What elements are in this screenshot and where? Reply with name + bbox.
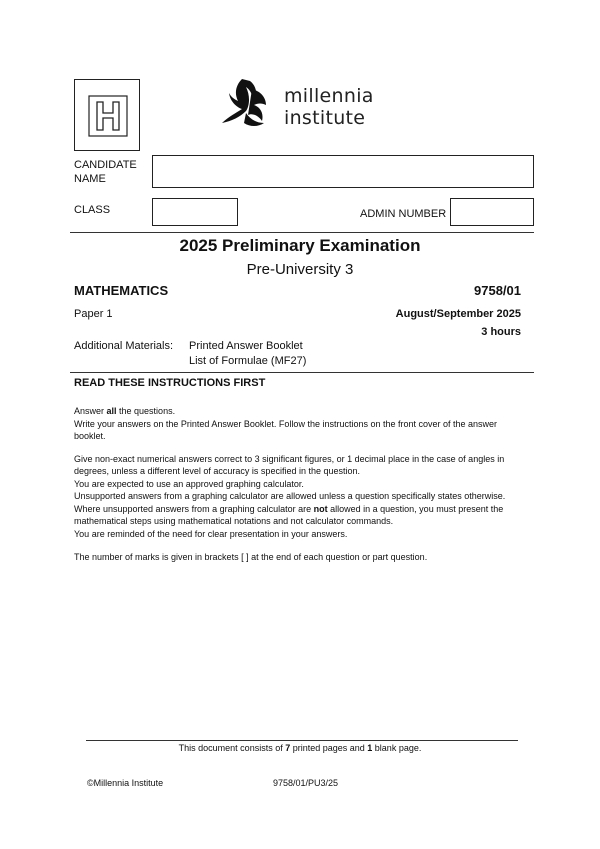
instruction-line: You are reminded of the need for clear presentation in your answers. — [74, 528, 348, 539]
copyright: ©Millennia Institute — [87, 778, 164, 788]
footer-divider — [86, 740, 518, 741]
material-item: List of Formulae (MF27) — [189, 355, 307, 367]
exam-session: August/September 2025 — [395, 308, 521, 320]
exam-level: Pre-University 3 — [246, 261, 354, 278]
subject: MATHEMATICS — [74, 283, 169, 298]
paper-grade-box — [74, 79, 140, 151]
materials-divider — [70, 372, 534, 373]
exam-title: 2025 Preliminary Examination — [179, 236, 421, 255]
candidate-name-label: CANDIDATE NAME — [74, 159, 137, 185]
instructions-block — [74, 405, 526, 564]
page-count-note: This document consists of 7 printed pages and 1 blank page. — [178, 743, 422, 753]
material-item: Printed Answer Booklet — [189, 340, 303, 352]
logo-wordmark — [284, 85, 374, 129]
logo-line1: millennia — [284, 85, 374, 107]
millennia-bird-logo-icon — [222, 75, 274, 136]
header-divider — [70, 232, 534, 233]
paper-code: 9758/01 — [474, 283, 521, 298]
admin-number-label: ADMIN NUMBER — [360, 208, 447, 220]
instruction-line: Answer all the questions. — [74, 406, 176, 416]
instruction-line: Where unsupported answers from a graphing calculator are not allowed in a question, you must present the mathematical steps using mathematical notations and not calculator commands. — [74, 503, 504, 526]
class-field[interactable] — [152, 198, 238, 226]
logo-line2: institute — [284, 107, 366, 129]
document-reference: 9758/01/PU3/25 — [273, 778, 339, 788]
instruction-line: Unsupported answers from a graphing calculator are allowed unless a question specifically states otherwise. — [74, 491, 506, 501]
instruction-line: The number of marks is given in brackets [ ] at the end of each question or part question. — [74, 552, 428, 562]
admin-number-field[interactable] — [450, 198, 534, 226]
instruction-line: You are expected to use an approved graphing calculator. — [74, 478, 304, 489]
candidate-name-field[interactable] — [152, 155, 534, 188]
instruction-line: Give non-exact numerical answers correct to 3 significant figures, or 1 decimal place in the case of angles in degrees, unless a different level of accuracy is specified in the question. — [74, 453, 505, 476]
instruction-line: Write your answers on the Printed Answer Booklet. Follow the instructions on the front cover of the answer booklet. — [74, 418, 498, 441]
materials-label: Additional Materials: — [74, 340, 174, 352]
letter-h-icon — [75, 80, 141, 152]
exam-duration: 3 hours — [481, 326, 521, 338]
paper-number: Paper 1 — [74, 308, 113, 320]
instructions-heading: READ THESE INSTRUCTIONS FIRST — [74, 377, 266, 389]
class-label: CLASS — [74, 204, 111, 216]
